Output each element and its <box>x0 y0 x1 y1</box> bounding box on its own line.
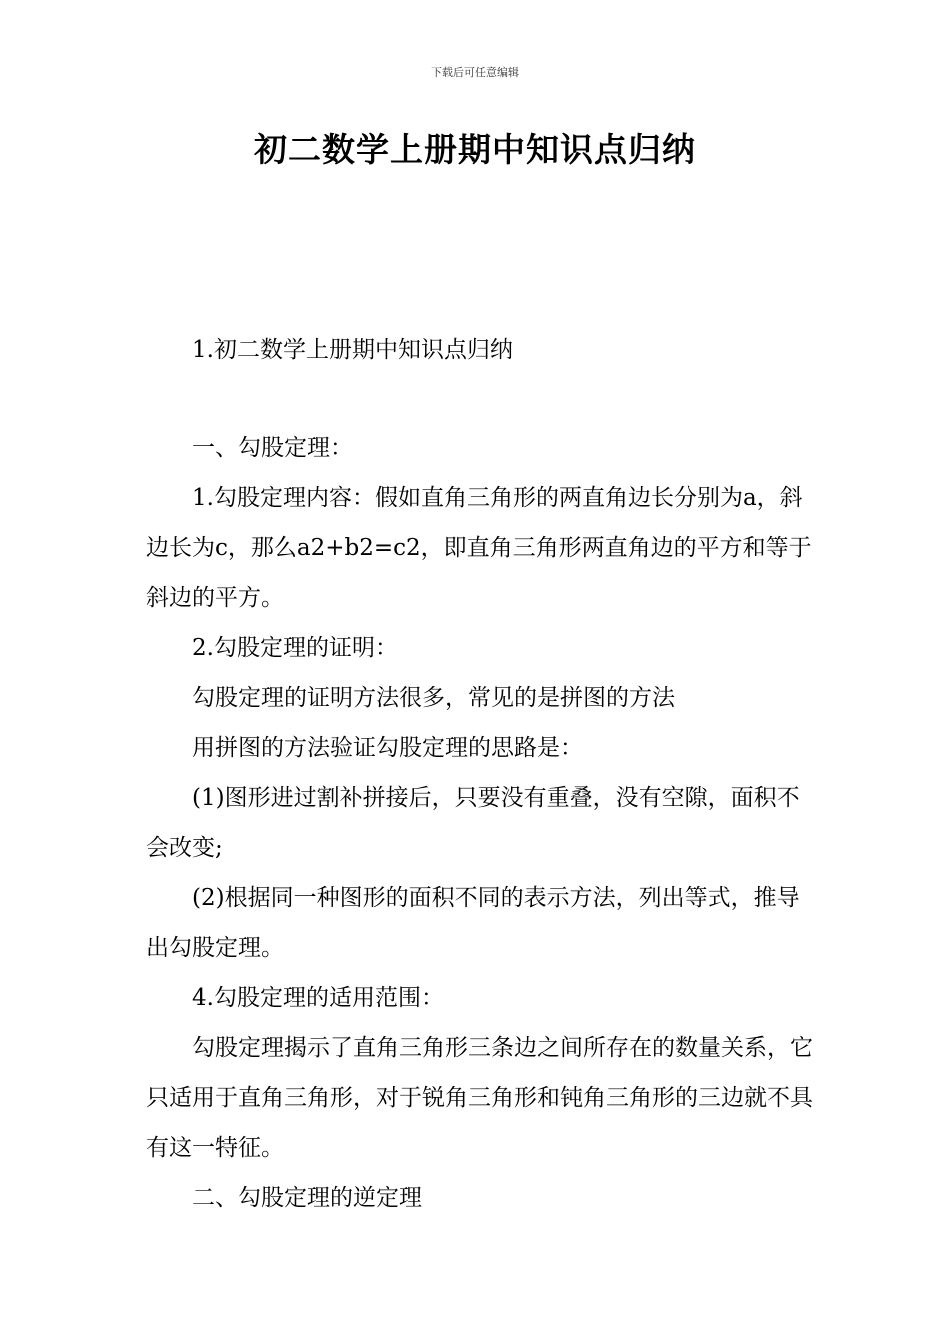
document-title: 初二数学上册期中知识点归纳 <box>254 130 696 169</box>
document-body <box>146 325 816 1223</box>
section-heading: 1.初二数学上册期中知识点归纳 <box>192 337 513 363</box>
paragraph: 1.勾股定理内容：假如直角三角形的两直角边长分别为a，斜边长为c，那么a2+b2=c2，即直角三角形两直角边的平方和等于斜边的平方。 <box>146 485 812 611</box>
paragraph: 勾股定理揭示了直角三角形三条边之间所存在的数量关系，它只适用于直角三角形，对于锐角三角形和钝角三角形的三边就不具有这一特征。 <box>146 1035 813 1161</box>
paragraph: (2)根据同一种图形的面积不同的表示方法，列出等式，推导出勾股定理。 <box>146 885 800 961</box>
paragraph: 勾股定理的证明方法很多，常见的是拼图的方法 <box>192 685 675 711</box>
paragraph: 用拼图的方法验证勾股定理的思路是： <box>192 735 583 761</box>
page-header-note: 下载后可任意编辑 <box>431 66 519 79</box>
subheading: 2.勾股定理的证明： <box>192 635 398 661</box>
section-heading: 二、勾股定理的逆定理 <box>192 1185 422 1211</box>
section-heading: 一、勾股定理： <box>192 435 353 461</box>
subheading: 4.勾股定理的适用范围： <box>192 985 444 1011</box>
paragraph: (1)图形进过割补拼接后，只要没有重叠，没有空隙，面积不会改变; <box>146 785 800 861</box>
